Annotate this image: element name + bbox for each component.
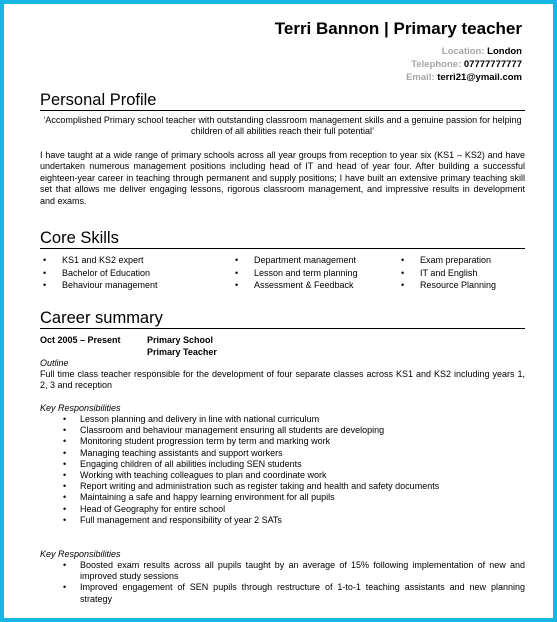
location-value: London xyxy=(487,46,522,57)
skill-item: • Assessment & Feedback xyxy=(232,279,398,292)
skill-item: • Exam preparation xyxy=(398,254,528,267)
list-item: • Lesson planning and delivery in line with national curriculum xyxy=(40,414,525,425)
location-label: Location: xyxy=(441,46,485,57)
telephone-line xyxy=(275,58,522,71)
achievements-list xyxy=(40,560,525,605)
job-header xyxy=(40,335,217,358)
skills-heading: Core Skills xyxy=(40,229,119,247)
responsibilities-list xyxy=(40,414,525,526)
skill-item: • Behaviour management xyxy=(40,279,232,292)
location-line xyxy=(275,45,522,58)
list-item: • Engaging children of all abilities including SEN students xyxy=(40,459,525,470)
email-value: terri21@ymail.com xyxy=(437,72,522,83)
job-institution xyxy=(147,335,217,358)
contact-details xyxy=(275,45,522,84)
candidate-name: Terri Bannon | Primary teacher xyxy=(274,19,522,38)
list-item: • Boosted exam results across all pupils taught by an average of 15% following implementation of new and improved study sessions xyxy=(40,560,525,582)
profile-heading: Personal Profile xyxy=(40,91,157,109)
email-line xyxy=(275,71,522,84)
outline-label: Outline xyxy=(40,358,69,368)
profile-quote: ‘Accomplished Primary school teacher with outstanding classroom management skills and a genuine passion for helping children of all abilities reach their full potential’ xyxy=(43,115,522,137)
skill-item: • Bachelor of Education xyxy=(40,267,232,280)
list-item: • Monitoring student progression term by term and marking work xyxy=(40,436,525,447)
list-item: • Working with teaching colleagues to plan and coordinate work xyxy=(40,470,525,481)
skill-item: • Resource Planning xyxy=(398,279,528,292)
skill-item: • IT and English xyxy=(398,267,528,280)
email-label: Email: xyxy=(406,72,435,83)
list-item: • Improved engagement of SEN pupils through restructure of 1-to-1 teaching assistants and new planning strategy xyxy=(40,582,525,604)
profile-divider xyxy=(40,110,525,111)
job-dates: Oct 2005 – Present xyxy=(40,335,121,345)
skills-column-2 xyxy=(232,254,398,292)
list-item: • Report writing and administration such as register taking and health and safety documents xyxy=(40,481,525,492)
skills-list xyxy=(40,254,530,292)
list-item: • Classroom and behaviour management ensuring all students are developing xyxy=(40,425,525,436)
responsibilities-label: Key Responsibilities xyxy=(40,403,121,413)
career-heading: Career summary xyxy=(40,309,163,327)
list-item: • Head of Geography for entire school xyxy=(40,504,525,515)
profile-body: I have taught at a wide range of primary schools across all year groups from reception to year six (KS1 – KS2) and have undertaken numerous management positions including head of IT and head of year four. After building a successful eighteen-year career in teaching through permanent and supply positions; I have built an extensive primary teaching skill set that allows me deliver engaging lessons, rigorous classroom management, and impressive results in development and exams. xyxy=(40,150,525,206)
skills-column-1 xyxy=(40,254,232,292)
cv-header xyxy=(275,18,522,84)
skill-item: • Department management xyxy=(232,254,398,267)
outline-text: Full time class teacher responsible for the development of four separate classes across KS1 and KS2 including years 1, 2, 3 and reception xyxy=(40,369,525,391)
skill-item: • KS1 and KS2 expert xyxy=(40,254,232,267)
list-item: • Maintaining a safe and happy learning environment for all pupils xyxy=(40,492,525,503)
skills-column-3 xyxy=(398,254,528,292)
skill-item: • Lesson and term planning xyxy=(232,267,398,280)
career-divider xyxy=(40,328,525,329)
list-item: • Full management and responsibility of year 2 SATs xyxy=(40,515,525,526)
telephone-label: Telephone: xyxy=(411,59,462,70)
telephone-value: 07777777777 xyxy=(463,59,522,70)
responsibilities-label-2: Key Responsibilities xyxy=(40,549,121,559)
list-item: • Managing teaching assistants and support workers xyxy=(40,448,525,459)
job-role: Primary Teacher xyxy=(147,346,217,357)
skills-divider xyxy=(40,248,525,249)
job-school: Primary School xyxy=(147,335,214,345)
